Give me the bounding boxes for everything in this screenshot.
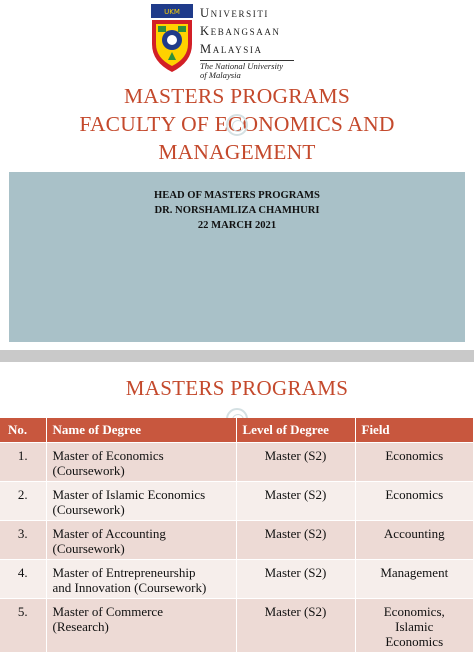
degree-level: Master (S2) — [236, 598, 355, 652]
decorative-circle-icon — [226, 114, 248, 136]
column-header-name: Name of Degree — [46, 418, 236, 442]
degree-field: Management — [355, 559, 474, 598]
degree-field: Economics — [355, 481, 474, 520]
degree-name — [46, 442, 236, 481]
degree-field-line-2: Islamic — [395, 618, 434, 634]
degree-name-line-2: (Coursework) — [52, 501, 125, 517]
logo-tagline — [200, 60, 294, 80]
degree-name-line-2: and Innovation (Coursework) — [52, 579, 207, 595]
degree-name — [46, 598, 236, 652]
presenter-name: DR. NORSHAMLIZA CHAMHURI — [154, 205, 320, 216]
degree-field: Accounting — [355, 520, 474, 559]
degree-field-line-3: Economics — [385, 633, 444, 649]
column-header-no: No. — [0, 418, 46, 442]
degree-name-line-1: Master of Economics — [52, 447, 164, 463]
degree-field: Economics — [355, 442, 474, 481]
logo-line-1: Universiti — [200, 6, 270, 20]
table-row — [0, 598, 474, 652]
slide-title-line-2: FACULTY OF ECONOMICS AND — [79, 112, 395, 136]
presenter-role: HEAD OF MASTERS PROGRAMS — [154, 190, 320, 201]
degree-name-line-2: (Coursework) — [52, 540, 125, 556]
degree-name-line-2: (Coursework) — [52, 462, 125, 478]
logo-tagline-2: of Malaysia — [200, 70, 241, 80]
degree-level: Master (S2) — [236, 442, 355, 481]
programs-table — [0, 418, 474, 652]
table-header-row — [0, 418, 474, 442]
degree-level: Master (S2) — [236, 559, 355, 598]
degree-name-line-1: Master of Islamic Economics — [52, 486, 206, 502]
row-number: 1. — [0, 442, 46, 481]
column-header-level: Level of Degree — [236, 418, 355, 442]
table-row — [0, 481, 474, 520]
degree-field — [355, 598, 474, 652]
ukm-logo — [148, 2, 328, 78]
table-row — [0, 559, 474, 598]
degree-level: Master (S2) — [236, 520, 355, 559]
row-number: 2. — [0, 481, 46, 520]
row-number: 5. — [0, 598, 46, 652]
degree-name-line-2: (Research) — [52, 618, 109, 634]
degree-name-line-1: Master of Accounting — [52, 525, 166, 541]
programs-slide — [0, 362, 474, 649]
slide-title-line-1: MASTERS PROGRAMS — [123, 84, 351, 108]
degree-level: Master (S2) — [236, 481, 355, 520]
logo-line-3: Malaysia — [200, 42, 263, 56]
degree-name-line-1: Master of Commerce — [52, 603, 163, 619]
row-number: 4. — [0, 559, 46, 598]
table-row — [0, 442, 474, 481]
column-header-field: Field — [355, 418, 474, 442]
degree-name — [46, 481, 236, 520]
programs-title: MASTERS PROGRAMS — [125, 376, 349, 400]
degree-name — [46, 559, 236, 598]
table-row — [0, 520, 474, 559]
slide-title-line-3: MANAGEMENT — [158, 140, 316, 164]
row-number: 3. — [0, 520, 46, 559]
logo-wordmark — [200, 4, 330, 80]
ukm-crest-icon — [148, 4, 196, 76]
logo-line-2: Kebangsaan — [200, 24, 281, 38]
degree-name-line-1: Master of Entrepreneurship — [52, 564, 196, 580]
degree-name — [46, 520, 236, 559]
slide-subtitle — [0, 188, 474, 233]
presentation-date: 22 MARCH 2021 — [197, 220, 277, 231]
degree-field-line-1: Economics, — [383, 603, 445, 619]
logo-tagline-1: The National University — [200, 61, 284, 71]
svg-text:UKM: UKM — [164, 8, 180, 16]
